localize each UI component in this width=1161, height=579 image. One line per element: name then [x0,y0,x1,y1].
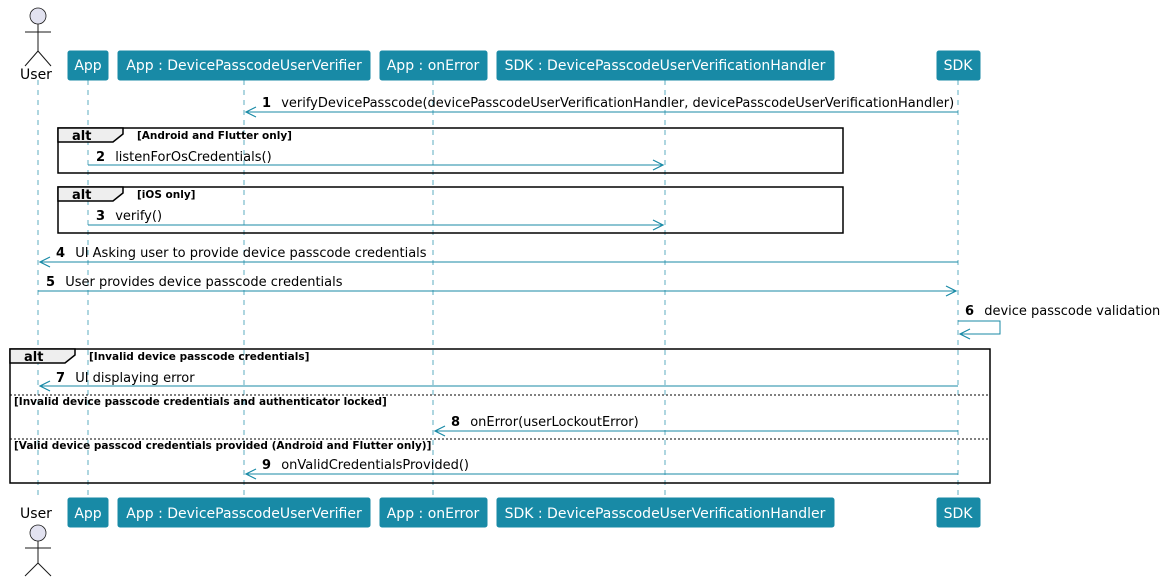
participant-sdk-top [937,51,980,80]
alt-else-guard-2: [Valid device passcod credentials provided (Android and Flutter only)] [14,440,432,452]
message-4-label: 4 UI Asking user to provide device passcode credentials [56,246,427,261]
message-2-label: 2 listenForOsCredentials() [96,150,272,165]
alt-frame-1-label: alt [72,129,92,144]
message-1-label: 1 verifyDevicePasscode(devicePasscodeUserVerificationHandler, devicePasscodeUserVerificationHandler) [262,96,955,111]
participant-sdk-handler-label: SDK : DevicePasscodeUserVerificationHandler [504,58,826,74]
participant-sdk-label-bottom: SDK [943,506,973,522]
participant-app-label-bottom: App [74,506,102,522]
alt-frame-3-label: alt [24,350,44,365]
alt-frame-2-label: alt [72,188,92,203]
participant-app-verifier-bottom [118,498,370,527]
participant-sdk-label: SDK [943,58,973,74]
message-6-label: 6 device passcode validation [965,304,1161,319]
alt-frame-1-guard: [Android and Flutter only] [137,130,292,142]
alt-frame-3-guard: [Invalid device passcode credentials] [89,351,310,363]
message-3-label: 3 verify() [96,209,163,224]
participant-app-top [68,51,108,80]
participant-app-verifier-top [118,51,370,80]
participant-app-verifier-label: App : DevicePasscodeUserVerifier [126,58,362,74]
participant-app-onerror-top [380,51,487,80]
participant-app-bottom [68,498,108,527]
participant-sdk-bottom [937,498,980,527]
alt-frame-2-guard: [iOS only] [137,189,196,201]
participant-app-label: App [74,58,102,74]
user-actor-label-top: User [20,67,52,83]
participant-app-onerror-label: App : onError [386,58,480,74]
participant-sdk-handler-top [497,51,834,80]
message-5-label: 5 User provides device passcode credentials [46,275,343,290]
participant-app-onerror-bottom [380,498,487,527]
user-actor-top [25,8,51,66]
message-9-label: 9 onValidCredentialsProvided() [262,458,469,473]
message-8-label: 8 onError(userLockoutError) [451,415,639,430]
participant-app-onerror-label-bottom: App : onError [386,506,480,522]
participant-sdk-handler-label-bottom: SDK : DevicePasscodeUserVerificationHandler [504,506,826,522]
participant-app-verifier-label-bottom: App : DevicePasscodeUserVerifier [126,506,362,522]
user-actor-bottom [25,525,51,576]
participant-sdk-handler-bottom [497,498,834,527]
message-7-label: 7 UI displaying error [56,371,195,386]
user-actor-label-bottom: User [20,506,52,522]
alt-else-guard-1: [Invalid device passcode credentials and authenticator locked] [14,396,387,408]
